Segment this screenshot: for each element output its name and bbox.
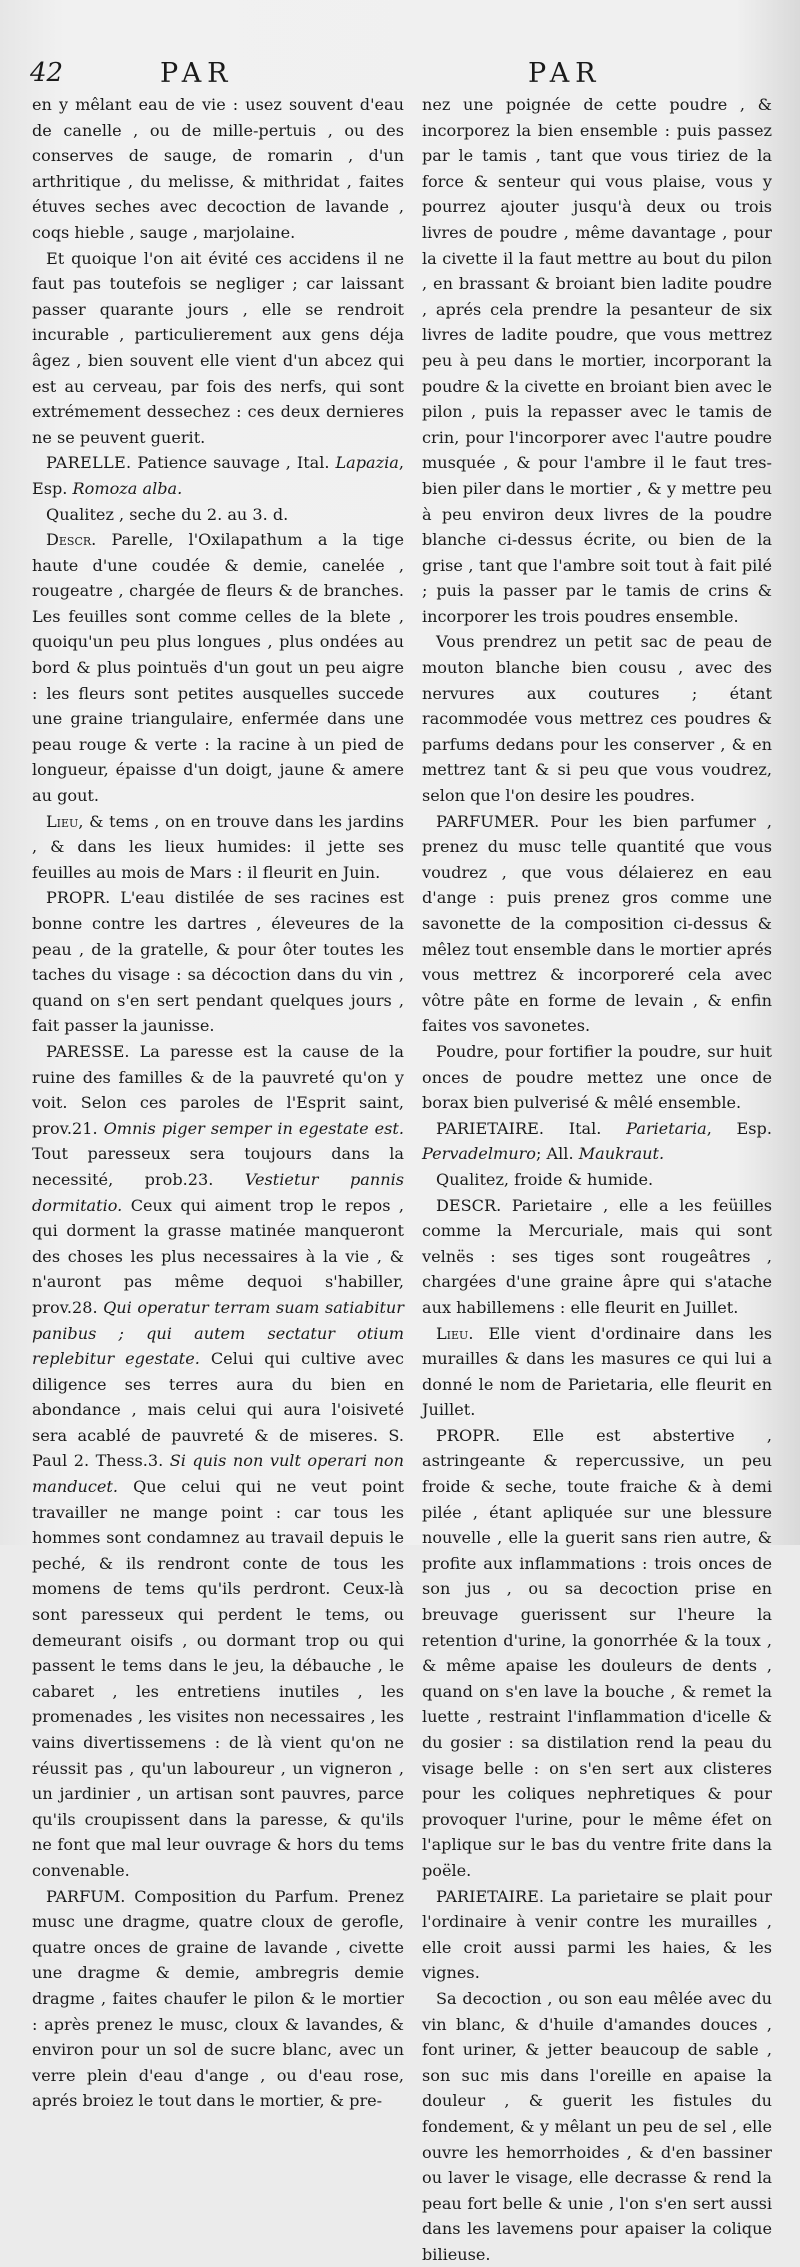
entry-parfum: PARFUM. Composition du Parfum. Prenez musc une dragme, quatre cloux de gerofle, quatre onces de graine de lavande , civette une dragme & demie, ambregris demie dragme , faites chaufer le pilon & le mortier : après prenez le musc, cloux & lavandes, & environ pour un sol de sucre blanc, avec un verre plein d'eau d'ange , ou d'eau rose, aprés broiez le tout dans le mortier, & pre- [32,1886,404,2111]
properties: PROPR. L'eau distilée de ses racines est bonne contre les dartres , éleveures de la peau , de la gratelle, & pour ôter toutes les taches du visage : sa décoction dans du vin , quand on s'en sert pendant quelques jours , fait passer la jaunisse. [32,888,404,1036]
continuation-paragraph: nez une poignée de cette poudre , & incorporez la bien ensemble : puis passez par le tamis , tant que vous tiriez de la force & senteur qui vous plaise, vous y pourrez ajouter jusqu'à deux ou trois livres de poudre , même davantage , pour la civette il la faut mettre au bout du pilon , en brassant & broiant bien ladite poudre , aprés cela prendre la pesanteur de six livres de ladite poudre, que vous mettrez peu à peu dans le mortier, incorporant la poudre & la civette en broiant bien avec le pilon , puis la repasser avec le tamis de crin, pour l'incorporer avec l'autre poudre musquée , & pour l'ambre il le faut tres-bien piler dans le mortier , & y mettre peu à peu environ deux livres de la poudre blanche ci-dessus écrite, ou bien de la grise , tant que l'ambre soit tout à fait pilé ; puis la passer par le tamis de crins & incorporer les trois poudres ensemble. [422,95,772,626]
entry-parietaire: PARIETAIRE. Ital. Parietaria, Esp. Pervadelmuro; All. Maukraut. [422,1118,772,1164]
paragraph: Vous prendrez un petit sac de peau de mouton blanche bien cousu , avec des nervures aux coutures ; étant racommodée vous mettrez ces poudres & parfums dedans pour les conserver , & en mettrez tant & si peu que vous voudrez, selon que l'on desire les poudres. [422,632,772,806]
properties: PROPR. Elle est abstertive , astringeante & repercussive, un peu froide & seche, toute fraiche & à demi pilée , étant apliquée sur une blessure nouvelle , elle la guerit sans rien autre, & profite aux inflammations : trois onces de son jus , ou sa decoction prise en breuvage guerissent sur l'heure la retention d'urine, la gonorrhée & la toux , & même apaise les douleurs de dents , quand on s'en lave la bouche , & remet la luette , restraint l'inflammation d'icelle & du gosier : sa distilation rend la peau du visage belle : on s'en sert aux clisteres pour les coliques nephretiques & pour provoquer l'urine, pour le même éfet on l'aplique sur le bas du ventre frite dans la poële. [422,1425,772,1880]
entry-paresse: PARESSE. La paresse est la cause de la ruine des familles & de la pauvreté qu'on y voit. Selon ces paroles de l'Esprit saint, prov.21. Omnis piger semper in egestate est. Tout paresseux sera toujours dans la necessité, prob.23. Vestietur pannis dormitatio. Ceux qui aiment trop le repos , qui dorment la grasse matinée manqueront des choses les plus necessaires à la vie , & n'auront pas même dequoi s'habiller, prov.28. Qui operatur terram suam satiabitur panibus ; qui autem sectatur otium replebitur egestate. Celui qui cultive avec diligence ses terres aura du bien en abondance , mais celui qui aura l'oisiveté sera acablé de pauvreté & de miseres. S. Paul 2. Thess.3. Si quis non vult operari non manducet. Que celui qui ne veut point travailler ne mange point : car tous les hommes sont condamnez au travail depuis le peché, & ils rendront conte de tous les momens de tems qu'ils perdront. Ceux-là sont paresseux qui perdent le tems, ou demeurant oisifs , ou dormant trop ou qui passent le tems dans le jeu, la débauche , le cabaret , les entretiens inutiles , les promenades , les visites non necessaires , les vains divertissemens : de là vient qu'on ne réussit pas , qu'un laboureur , un vigneron , un jardinier , un artisan sont pauvres, parce qu'ils croupissent dans la paresse, & qu'ils ne font que mal leur ouvrage & hors du tems convenable. [32,1041,404,1880]
paragraph: Sa decoction , ou son eau mêlée avec du vin blanc, & d'huile d'amandes douces , font uriner, & jetter beaucoup de sable , son suc mis dans l'oreille en apaise la douleur , & guerit les fistules du fondement, & y mêlant un peu de sel , elle ouvre les hemorrhoides , & d'en bassiner ou laver le visage, elle decrasse & rend la peau fort belle & unie , l'on s'en sert aussi dans les lavemens pour apaiser la colique bilieuse. [422,1988,772,2264]
location: Lieu. Elle vient d'ordinaire dans les murailles & dans les masures ce qui lui a donné le nom de Parietaria, elle fleurit en Juillet. [422,1323,772,1420]
entry-parfumer: PARFUMER. Pour les bien parfumer , prenez du musc telle quantité que vous voudrez , que vous délaierez en eau d'ange : puis prenez gros comme une savonette de la composition ci-dessus & mêlez tout ensemble dans le mortier aprés vous mettrez & incorporeré cela avec vôtre pâte en forme de levain , & enfin faites vos savonetes. [422,811,772,1036]
headword: PARESSE. [46,1041,130,1061]
right-column [422,92,772,2267]
left-column [32,92,404,2114]
entry-parietaire-2: PARIETAIRE. La parietaire se plait pour l'ordinaire à venir contre les murailles , elle croit aussi parmi les haies, & les vignes. [422,1886,772,1983]
headword: PARFUM. [46,1886,126,1906]
entry-parelle: PARELLE. Patience sauvage , Ital. Lapazia, Esp. Romoza alba. [32,453,404,498]
headword: PARFUMER. [436,811,540,831]
headword: PARIETAIRE. [436,1886,545,1906]
paragraph: Poudre, pour fortifier la poudre, sur huit onces de poudre mettez une once de borax bien pulverisé & mêlé ensemble. [422,1041,772,1113]
running-head-left: PAR [160,58,234,89]
qualities: Qualitez, froide & humide. [436,1169,654,1189]
running-head-right: PAR [528,58,602,89]
page-number: 42 [30,58,64,88]
description: Descr. Parelle, l'Oxilapathum a la tige haute d'une coudée & demie, canelée , rougeatre , chargée de fleurs & de branches. Les feuilles sont comme celles de la blete , quoiqu'un peu plus longues , plus ondées au bord & plus pointuës d'un gout un peu aigre : les fleurs sont petites ausquelles succede une graine triangulaire, enfermée dans une peau rouge & verte : la racine à un pied de longueur, épaisse d'un doigt, jaune & amere au gout. [32,530,404,806]
continuation-paragraph: en y mêlant eau de vie : usez souvent d'eau de canelle , ou de mille-pertuis , ou des conserves de sauge, de romarin , d'un arthritique , du melisse, & mithridat , faites étuves seches avec decoction de lavande , coqs hieble , sauge , marjolaine. [32,95,404,242]
description: DESCR. Parietaire , elle a les feüilles comme la Mercuriale, mais qui sont velnës : ses tiges sont rougeâtres , chargées d'une graine âpre qui s'atache aux habillemens : elle fleurit en Juillet. [422,1195,772,1317]
headword: PARELLE. [46,453,132,473]
headword: PARIETAIRE. [436,1118,545,1138]
paragraph: Et quoique l'on ait évité ces accidens il ne faut pas toutefois se negliger ; car laissant passer quarante jours , elle se rendroit incurable , particulierement aux gens déja âgez , bien souvent elle vient d'un abcez qui est au cerveau, par fois des nerfs, qui sont extrémement dessechez : ces deux dernieres ne se peuvent guerit. [32,248,404,447]
qualities: Qualitez , seche du 2. au 3. d. [46,504,289,524]
location: Lieu, & tems , on en trouve dans les jardins , & dans les lieux humides: il jette ses feuilles au mois de Mars : il fleurit en Juin. [32,811,404,882]
